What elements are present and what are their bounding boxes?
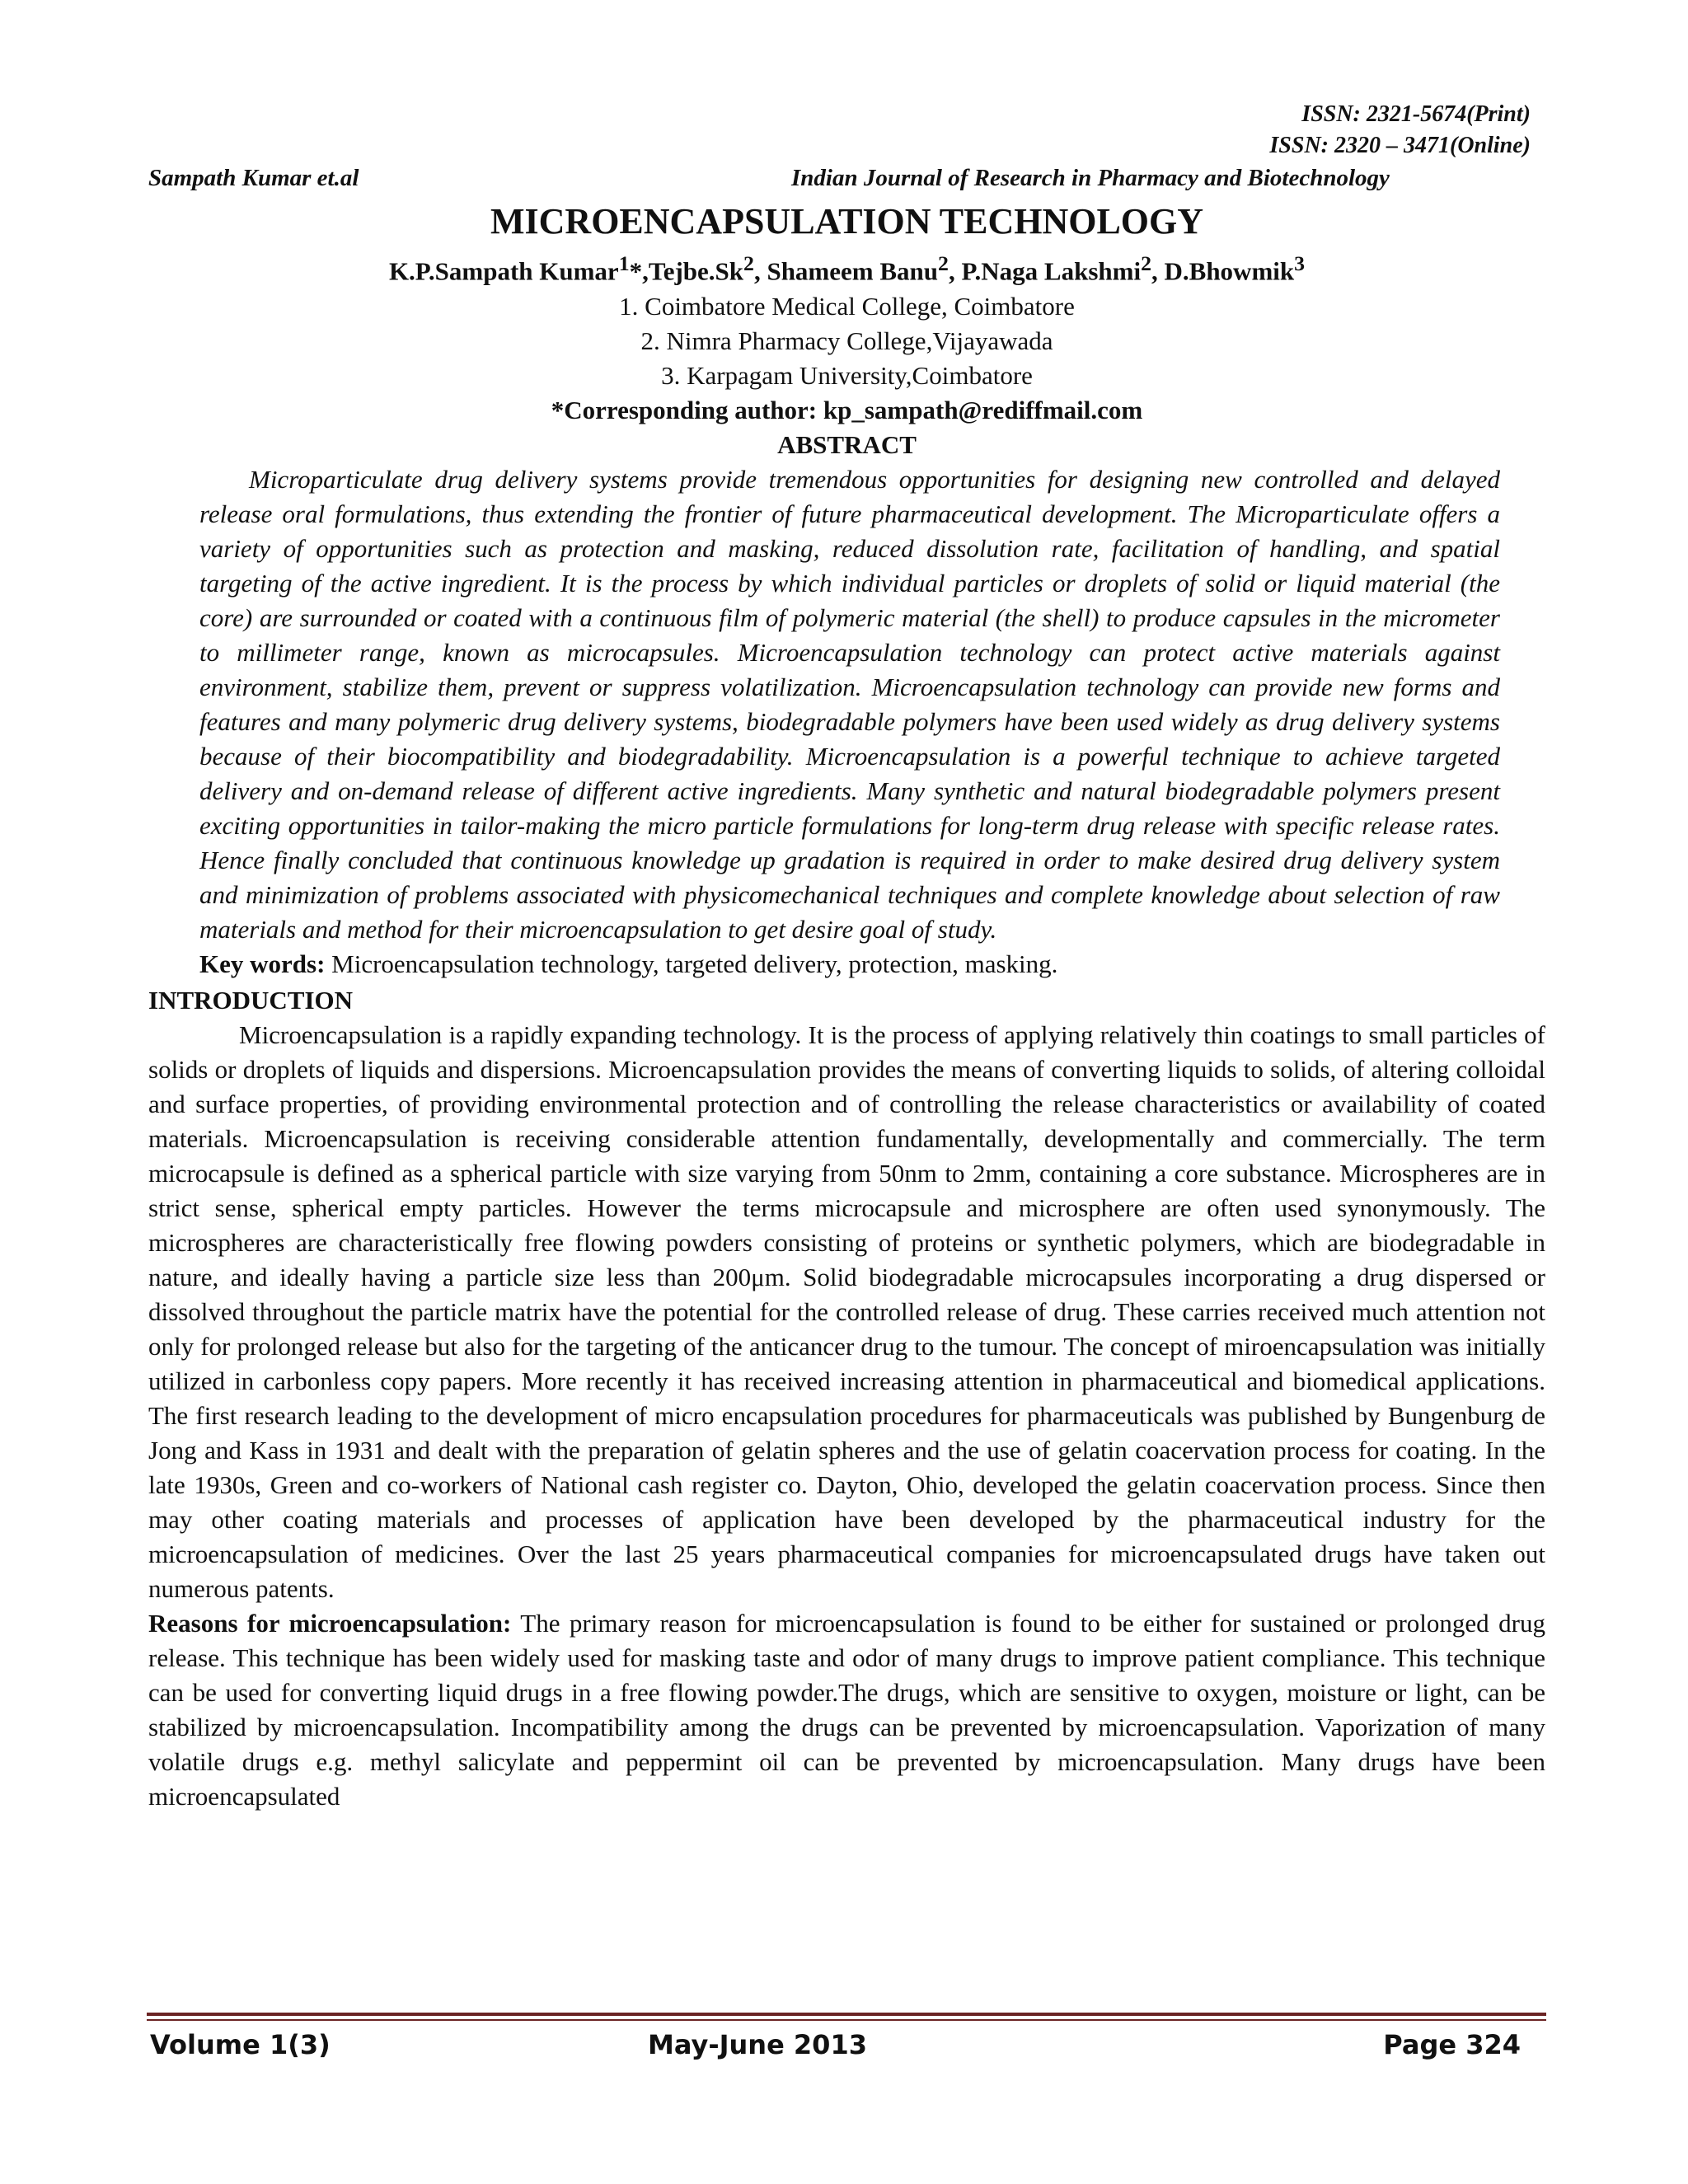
keywords <box>199 947 1545 982</box>
introduction-heading: INTRODUCTION <box>148 986 354 1015</box>
keywords-label: Key words: <box>199 949 326 979</box>
author-affiliation-mark: 2 <box>743 251 754 275</box>
running-header-authors: Sampath Kumar et.al <box>148 165 359 191</box>
article-page <box>148 99 1545 1814</box>
reasons-paragraph <box>148 1606 1545 1814</box>
issn-online: ISSN: 2320 – 3471(Online) <box>1269 133 1531 158</box>
footer-rule-thick <box>147 2013 1546 2016</box>
footer-rule-thin <box>147 2019 1546 2021</box>
author-separator: , <box>948 256 962 286</box>
running-header-journal: Indian Journal of Research in Pharmacy and Biotechnology <box>791 165 1390 191</box>
reasons-text: The primary reason for microencapsulation is found to be either for sustained or prolonged drug release. This technique has been widely used for masking taste and odor of many drugs to improve patient compliance. This technique can be used for converting liquid drugs in a free flowing powder.The drugs, which are sensitive to oxygen, moisture or light, can be stabilized by microencapsulation. Incompatibility among the drugs can be prevented by microencapsulation. Vaporization of many volatile drugs e.g. methyl salicylate and peppermint oil can be prevented by microencapsulation. Many drugs have been microencapsulated <box>148 1609 1545 1811</box>
issn-print: ISSN: 2321-5674(Print) <box>1301 101 1531 127</box>
author-name: D.Bhowmik <box>1164 256 1295 286</box>
affiliation-1: 1. Coimbatore Medical College, Coimbatore <box>619 292 1075 321</box>
article-title: MICROENCAPSULATION TECHNOLOGY <box>490 201 1204 241</box>
author-name: Shameem Banu <box>767 256 939 286</box>
affiliation-2: 2. Nimra Pharmacy College,Vijayawada <box>640 326 1053 356</box>
footer-page-number: Page 324 <box>1383 2029 1521 2060</box>
author-list <box>148 246 1545 289</box>
introduction-paragraph: Microencapsulation is a rapidly expanding technology. It is the process of applying relatively thin coatings to small particles of solids or droplets of liquids and dispersions. Microencapsulation provides the means of converting liquids to solids, of altering colloidal and surface properties, of providing environmental protection and of controlling the release characteristics or availability of coated materials. Microencapsulation is receiving considerable attention fundamentally, developmentally and commercially. The term microcapsule is defined as a spherical particle with size varying from 50nm to 2mm, containing a core substance. Microspheres are in strict sense, spherical empty particles. However the terms microcapsule and microsphere are often used synonymously. The microspheres are characteristically free flowing powders consisting of proteins or synthetic polymers, which are biodegradable in nature, and ideally having a particle size less than 200μm. Solid biodegradable microcapsules incorporating a drug dispersed or dissolved throughout the particle matrix have the potential for the controlled release of drug. These carries received much attention not only for prolonged release but also for the targeting of the anticancer drug to the tumour. The concept of miroencapsulation was initially utilized in carbonless copy papers. More recently it has received increasing attention in pharmaceutical and biomedical applications. The first research leading to the development of micro encapsulation procedures for pharmaceuticals was published by Bungenburg de Jong and Kass in 1931 and dealt with the preparation of gelatin spheres and the use of gelatin coacervation process for coating. In the late 1930s, Green and co-workers of National cash register co. Dayton, Ohio, developed the gelatin coacervation process. Since then may other coating materials and processes of application have been developed by the pharmaceutical industry for the microencapsulation of medicines. Over the last 25 years pharmaceutical companies for microencapsulated drugs have taken out numerous patents. <box>148 1020 1545 1604</box>
author-affiliation-mark: 3 <box>1294 251 1306 275</box>
author-name: P.Naga Lakshmi <box>961 256 1142 286</box>
affiliation-3: 3. Karpagam University,Coimbatore <box>661 361 1033 391</box>
keywords-text: Microencapsulation technology, targeted delivery, protection, masking. <box>325 949 1058 979</box>
reasons-label: Reasons for microencapsulation: <box>148 1609 512 1638</box>
author-name: Tejbe.Sk <box>648 256 744 286</box>
author-separator: *, <box>629 256 649 286</box>
corresponding-author: *Corresponding author: kp_sampath@rediffmail.com <box>551 396 1143 425</box>
abstract-text: Microparticulate drug delivery systems provide tremendous opportunities for designing new controlled and delayed release oral formulations, thus extending the frontier of future pharmaceutical development. The Microparticulate offers a variety of opportunities such as protection and masking, reduced dissolution rate, facilitation of handling, and spatial targeting of the active ingredient. It is the process by which individual particles or droplets of solid or liquid material (the core) are surrounded or coated with a continuous film of polymeric material (the shell) to produce capsules in the micrometer to millimeter range, known as microcapsules. Microencapsulation technology can protect active materials against environment, stabilize them, prevent or suppress volatilization. Microencapsulation technology can provide new forms and features and many polymeric drug delivery systems, biodegradable polymers have been used widely as drug delivery systems because of their biocompatibility and biodegradability. Microencapsulation is a powerful technique to achieve targeted delivery and on-demand release of different active ingredients. Many synthetic and natural biodegradable polymers present exciting opportunities in tailor-making the micro particle formulations for long-term drug release with specific release rates. Hence finally concluded that continuous knowledge up gradation is required in order to make desired drug delivery system and minimization of problems associated with physicomechanical techniques and complete knowledge about selection of raw materials and method for their microencapsulation to get desire goal of study. <box>199 465 1500 944</box>
footer-date: May-June 2013 <box>648 2029 867 2060</box>
running-header <box>148 162 1545 194</box>
author-name: K.P.Sampath Kumar <box>388 256 619 286</box>
abstract-heading: ABSTRACT <box>777 430 917 460</box>
author-affiliation-mark: 2 <box>938 251 949 275</box>
footer-volume: Volume 1(3) <box>150 2029 331 2060</box>
author-separator: , <box>1151 256 1165 286</box>
author-affiliation-mark: 1 <box>618 251 630 275</box>
page-footer <box>148 2024 1521 2065</box>
author-separator: , <box>753 256 767 286</box>
author-affiliation-mark: 2 <box>1141 251 1151 275</box>
